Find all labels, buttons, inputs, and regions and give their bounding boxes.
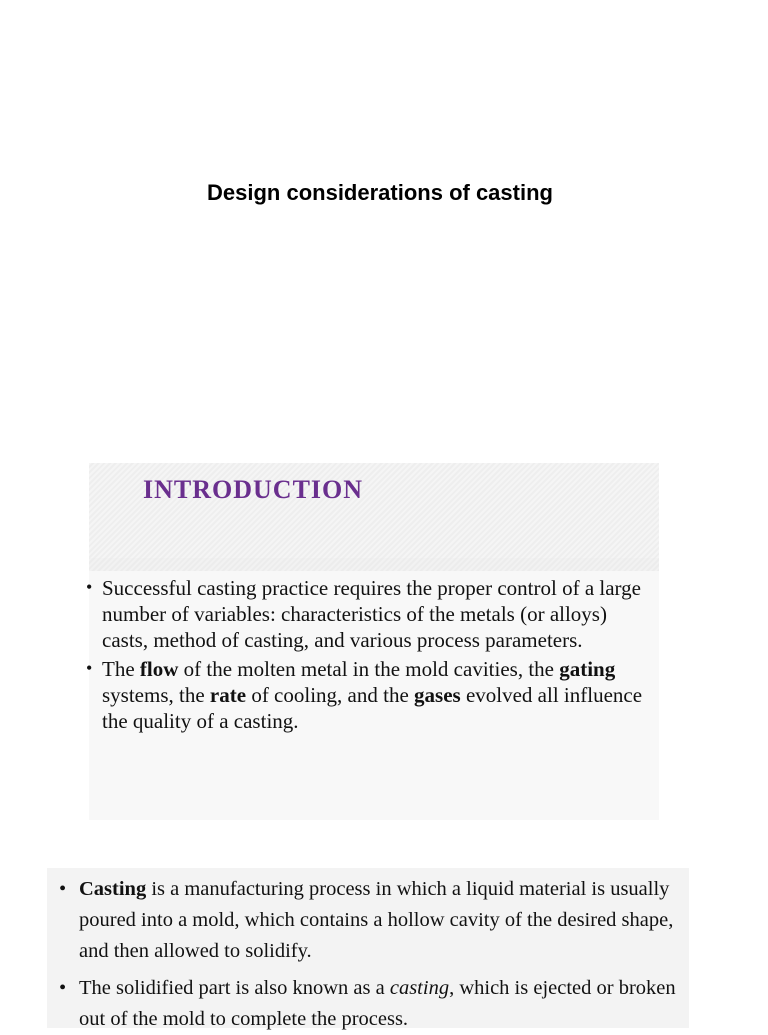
bullet-icon: • (59, 977, 67, 999)
bold-term: gating (559, 657, 616, 681)
bullet-icon: • (86, 577, 93, 597)
text-segment: is a manufacturing process in which a liquid material is usually poured into a mold, which contains a hollow cavity of the desired shape, and then allowed to solidify. (79, 878, 674, 962)
page-title: Design considerations of casting (207, 180, 553, 205)
definition-bullet-item (47, 874, 689, 967)
text-segment: systems, the (102, 683, 210, 707)
italic-term: casting (389, 977, 450, 999)
slide-header (89, 463, 659, 558)
slide-bullet-item (86, 656, 651, 734)
slide-bullet-text: Successful casting practice requires the proper control of a large number of variables: characteristics of the metals (or alloys) casts, method of casting, and various process parameters. (102, 576, 641, 652)
slide-heading: INTRODUCTION (143, 475, 364, 504)
text-segment: The (102, 657, 140, 681)
text-segment: The solidified part is also known as a (79, 977, 390, 999)
text-segment: evolved all influence the quality of a casting. (102, 683, 643, 733)
slide-bullet-item (86, 575, 651, 653)
definition-bullet-item (47, 973, 689, 1035)
bold-term: rate (209, 683, 247, 707)
text-segment: of the molten metal in the mold cavities, the (178, 657, 560, 681)
text-segment: , which is ejected or broken out of the mold to complete the process. (79, 977, 676, 1030)
bold-term: flow (139, 657, 179, 681)
text-segment: of cooling, and the (246, 683, 415, 707)
definition-bullet-list (47, 868, 689, 1035)
introduction-slide-image (86, 463, 659, 820)
slide-bullet-list (86, 575, 659, 734)
bullet-icon: • (86, 658, 93, 678)
slide-body (86, 571, 659, 820)
definition-box (47, 868, 689, 1028)
bullet-icon: • (59, 878, 67, 900)
bold-term: gases (414, 683, 461, 707)
bold-term: Casting (79, 878, 147, 900)
